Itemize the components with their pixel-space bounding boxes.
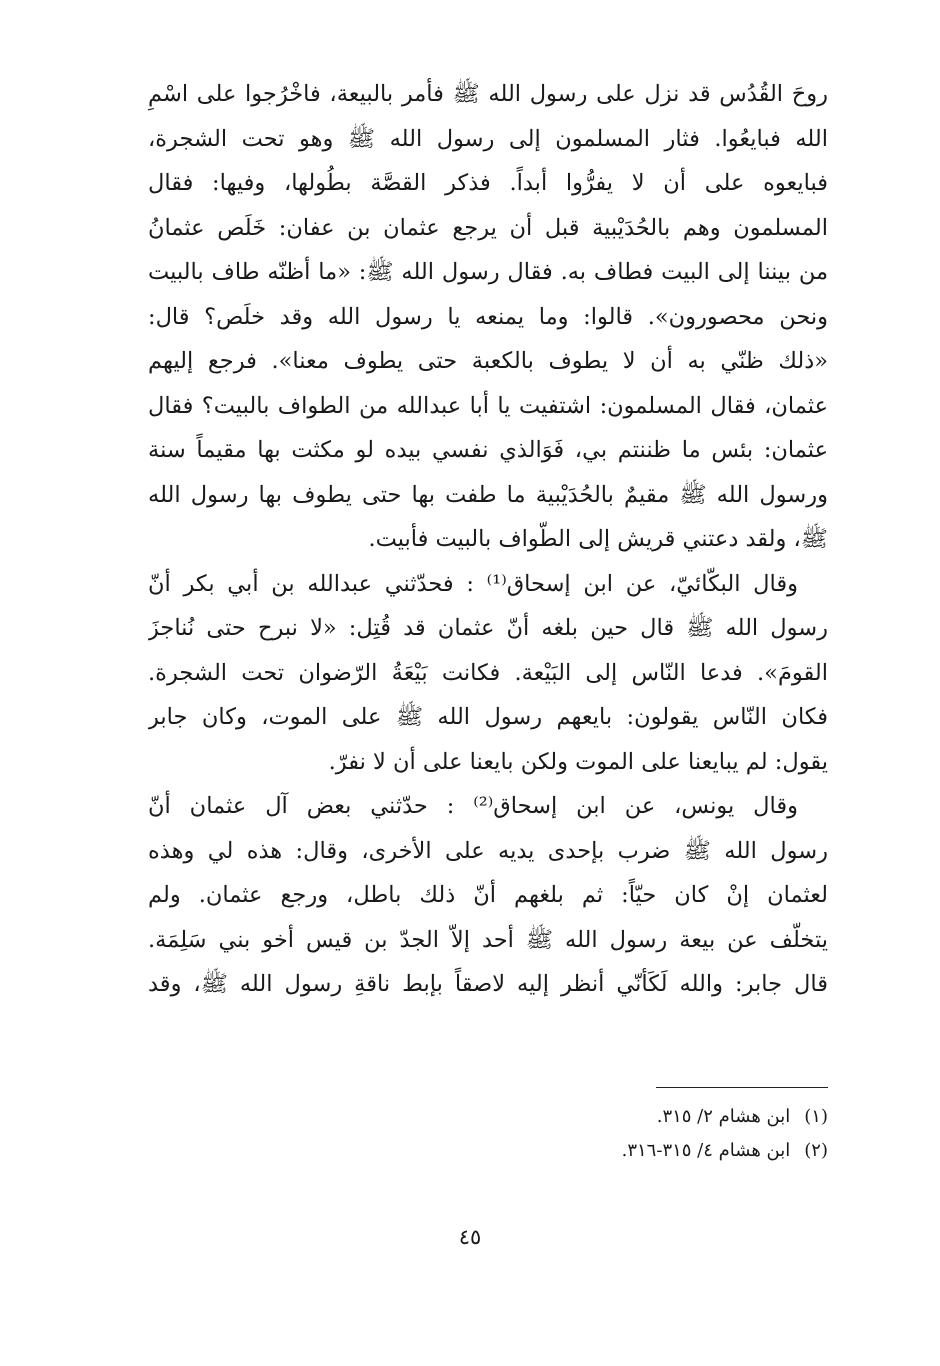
body-line: رسول الله ﷺ قال حين بلغه أنّ عثمان قد قُتِل: «لا نبرح حتى نُناجزَ	[148, 615, 828, 641]
body-line: عثمان، فقال المسلمون: اشتفيت يا أبا عبدالله من الطواف بالبيت؟ فقال	[148, 392, 828, 419]
body-line: وقال البكّائيّ، عن ابن إسحاق⁽¹⁾ : فحدّثني عبدالله بن أبي بكر أنّ	[148, 570, 798, 597]
body-line: ونحن محصورون». قالوا: وما يمنعه يا رسول الله وقد خلَص؟ قال:	[148, 303, 828, 330]
footnote-number: (٢)	[804, 1140, 828, 1161]
body-line: يقول: لم يبايعنا على الموت ولكن بايعنا على أن لا نفرّ.	[328, 748, 828, 775]
footnote-text: ابن هشام ٢/ ٣١٥.	[656, 1106, 791, 1127]
body-line: لعثمان إنْ كان حيّاً: ثم بلغهم أنّ ذلك باطل، ورجع عثمان. ولم	[148, 882, 828, 908]
footnote-text: ابن هشام ٤/ ٣١٥-٣١٦.	[621, 1140, 791, 1161]
body-line: فكان النّاس يقولون: بايعهم رسول الله ﷺ على الموت، وكان جابر	[148, 704, 828, 730]
footnote-item	[268, 1100, 828, 1134]
footnotes	[268, 1100, 828, 1168]
body-line: قال جابر: والله لَكَأنّي أنظر إليه لاصقاً بإبط ناقةِ رسول الله ﷺ، وقد	[148, 971, 828, 997]
body-line: رسول الله ﷺ ضرب بإحدى يديه على الأخرى، وقال: هذه لي وهذه	[148, 837, 828, 864]
body-line: «ذلك ظنّي به أن لا يطوف بالكعبة حتى يطوف معنا». فرجع إليهم	[148, 348, 828, 374]
body-line: القومَ». فدعا النّاس إلى البَيْعة. فكانت بَيْعَةُ الرّضوان تحت الشجرة.	[148, 659, 828, 686]
body-line: عثمان: بئس ما ظننتم بي، فَوَالذي نفسي بيده لو مكثت بها مقيماً سنة	[148, 437, 828, 463]
body-line: ﷺ، ولقد دعتني قريش إلى الطّواف بالبيت فأبيت.	[368, 526, 828, 552]
body-line: وقال يونس، عن ابن إسحاق⁽²⁾ : حدّثني بعض آل عثمان أنّ	[148, 793, 798, 819]
footnote-item	[268, 1134, 828, 1168]
body-line: ورسول الله ﷺ مقيمٌ بالحُدَيْبية ما طفت بها حتى يطوف بها رسول الله	[148, 481, 828, 508]
page-body	[148, 72, 828, 1007]
footnote-number: (١)	[804, 1106, 828, 1127]
body-line: الله فبايعُوا. فثار المسلمون إلى رسول الله ﷺ وهو تحت الشجرة،	[148, 125, 828, 152]
body-line: فبايعوه على أن لا يفرُّوا أبداً. فذكر القصَّة بطُولها، وفيها: فقال	[148, 170, 828, 196]
body-line: روحَ القُدُس قد نزل على رسول الله ﷺ فأمر بالبيعة، فاخْرُجوا على اسْمِ	[148, 81, 828, 107]
body-line: المسلمون وهم بالحُدَيْبية قبل أن يرجع عثمان بن عفان: خَلَص عثمانُ	[148, 214, 828, 241]
page-number: ٤٥	[458, 1225, 482, 1249]
body-line: يتخلّف عن بيعة رسول الله ﷺ أحد إلاّ الجدّ بن قيس أخو بني سَلِمَة.	[148, 926, 828, 953]
body-line: من بيننا إلى البيت فطاف به. فقال رسول الله ﷺ: «ما أظنّه طاف بالبيت	[148, 259, 828, 285]
footnote-separator	[656, 1087, 828, 1088]
